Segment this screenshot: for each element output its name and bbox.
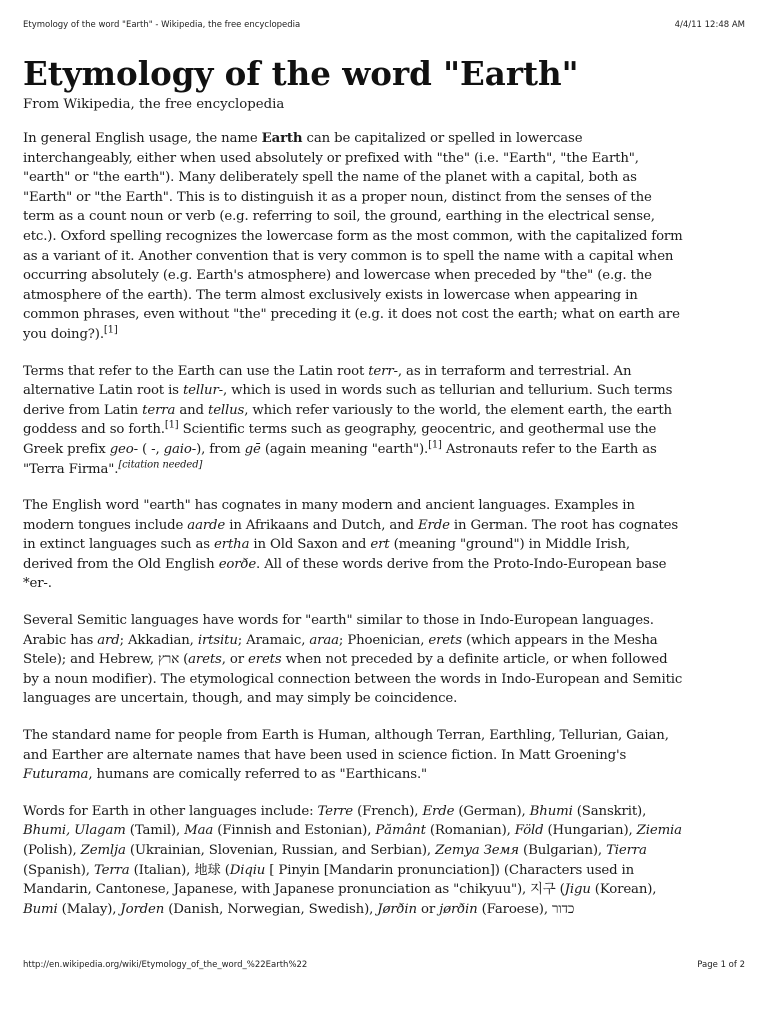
- print-header: [23, 20, 745, 36]
- print-footer-page-number: Page 1 of 2: [697, 960, 745, 970]
- paragraph-demonyms: The standard name for people from Earth is Human, although Terran, Earthling, Tellurian, Gaian, and Earther are alternate names that have been used in science fiction. In Matt Groening's Futurama, humans are comically referred to as "Earthicans.": [23, 728, 669, 783]
- reference-link[interactable]: [1]: [164, 419, 179, 431]
- paragraph-other-languages: Words for Earth in other languages include: Terre (French), Erde (German), Bhumi (Sanskrit), Bhumi, Ulagam (Tamil), Maa (Finnish and Estonian), Pământ (Romanian), Föld (Hungarian), Ziemia (Polish), Zemlja (Ukrainian, Slovenian, Russian, and Serbian), Zemya Земя (Bulgarian), Tierra (Spanish), Terra (Italian), 地球 (Diqiu [ Pinyin [Mandarin pronunciation]) (Characters used in Mandarin, Cantonese, Japanese, with Japanese pronunciation as "chikyuu"), 지구 (Jigu (Korean), Bumi (Malay), Jorden (Danish, Norwegian, Swedish), Jørðin or jørðin (Faroese), כדור: [23, 803, 682, 917]
- citation-needed-link[interactable]: [citation needed]: [118, 459, 203, 471]
- reference-link[interactable]: [1]: [103, 324, 118, 336]
- reference-link[interactable]: [1]: [428, 439, 442, 451]
- paragraph-latin-roots: Terms that refer to the Earth can use the Latin root terr-, as in terraform and terrestrial. An alternative Latin root is tellur-, which is used in words such as tellurian and tellurium. Such terms derive from Latin terra and tellus, which refer variously to the world, the element earth, the earth goddess and so forth.[1] Scientific terms such as geography, geocentric, and geothermal use the Greek prefix geo- ( -, gaio-), from gē (again meaning "earth").[1] Astronauts refer to the Earth as "Terra Firma".[citation needed]: [23, 363, 673, 477]
- page-subtitle: From Wikipedia, the free encyclopedia: [23, 97, 285, 112]
- print-header-datetime: 4/4/11 12:48 AM: [674, 20, 745, 30]
- print-header-title: Etymology of the word "Earth" - Wikipedia, the free encyclopedia: [23, 20, 301, 30]
- bold-term-earth: Earth: [261, 131, 303, 146]
- page-title: Etymology of the word "Earth": [23, 54, 579, 93]
- paragraph-capitalization: In general English usage, the name Earth can be capitalized or spelled in lowercase interchangeably, either when used absolutely or prefixed with "the" (i.e. "Earth", "the Earth", "earth" or "the earth"). Many deliberately spell the name of the planet with a capital, both as "Earth" or "the Earth". This is to distinguish it as a proper noun, distinct from the senses of the term as a count noun or verb (e.g. referring to soil, the ground, earthing in the electrical sense, etc.). Oxford spelling recognizes the lowercase form as the most common, with the capitalized form as a variant of it. Another convention that is very common is to spell the name with a capital when occurring absolutely (e.g. Earth's atmosphere) and lowercase when preceded by "the" (e.g. the atmosphere of the earth). The term almost exclusively exists in lowercase when appearing in common phrases, even without "the" preceding it (e.g. it does not cost the earth; what on earth are you doing?).[1]: [23, 131, 683, 342]
- paragraph-cognates: The English word "earth" has cognates in many modern and ancient languages. Examples in modern tongues include aarde in Afrikaans and Dutch, and Erde in German. The root has cognates in extinct languages such as ertha in Old Saxon and ert (meaning "ground") in Middle Irish, derived from the Old English eorðe. All of these words derive from the Proto-Indo-European base *er-.: [23, 498, 679, 592]
- article-body: [23, 52, 683, 936]
- paragraph-semitic: Several Semitic languages have words for "earth" similar to those in Indo-European languages. Arabic has ard; Akkadian, irtsitu; Aramaic, araa; Phoenician, erets (which appears in the Mesha Stele); and Hebrew, ארץ (arets, or erets when not preceded by a definite article, or when followed by a noun modifier). The etymological connection between the words in Indo-European and Semitic languages are uncertain, though, and may simply be coincidence.: [23, 613, 683, 707]
- print-footer: [23, 960, 745, 974]
- print-footer-url: http://en.wikipedia.org/wiki/Etymology_of_the_word_%22Earth%22: [23, 960, 308, 970]
